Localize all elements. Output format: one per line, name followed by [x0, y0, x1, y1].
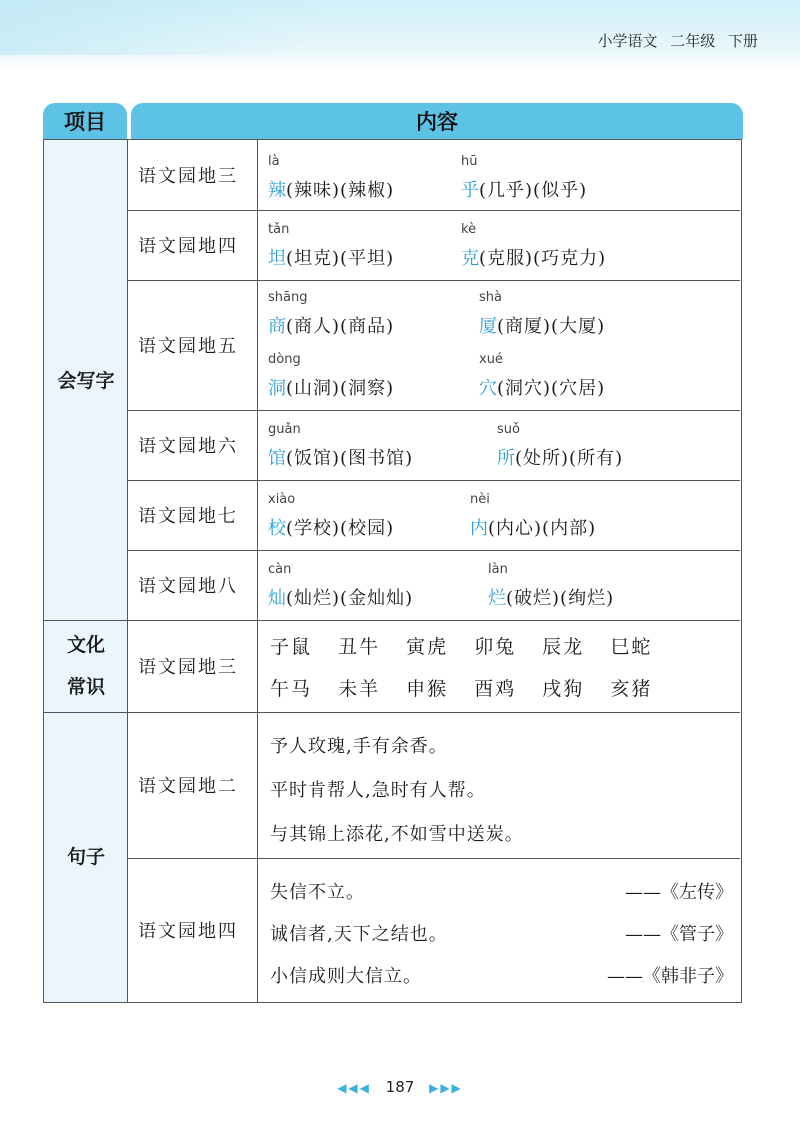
pinyin: shà — [479, 290, 502, 305]
pinyin: shāng — [268, 290, 308, 305]
target-char: 厦 — [479, 316, 497, 337]
unit-cell: 语文园地六 — [128, 410, 258, 480]
zodiac-item: 酉鸡 — [474, 678, 517, 700]
unit-cell: 语文园地七 — [128, 480, 258, 550]
unit-cell: 语文园地四 — [128, 858, 258, 1002]
target-char: 穴 — [479, 378, 497, 399]
pinyin: xué — [479, 352, 503, 367]
char-entry — [268, 492, 395, 540]
sentence-source: ——《左传》 — [625, 882, 733, 903]
example-words: (商人)(商品) — [286, 316, 395, 337]
char-entry — [479, 352, 606, 400]
pinyin: guǎn — [268, 422, 301, 437]
sentence-source: ——《管子》 — [625, 924, 733, 945]
char-entry — [268, 422, 414, 470]
row-divider — [128, 550, 740, 551]
unit-cell: 语文园地二 — [128, 712, 258, 858]
sentence-line: 予人玫瑰,手有余香。 — [270, 736, 448, 757]
pinyin: làn — [488, 562, 508, 577]
target-char: 灿 — [268, 588, 286, 609]
char-entry — [461, 222, 607, 270]
unit-cell: 语文园地五 — [128, 280, 258, 410]
pinyin: suǒ — [497, 422, 520, 437]
pinyin: kè — [461, 222, 477, 237]
category-label-sentences: 句子 — [66, 846, 105, 868]
section-divider — [44, 620, 740, 621]
sentence-line: 失信不立。 — [270, 882, 365, 903]
target-char: 内 — [470, 518, 488, 539]
char-entry — [470, 492, 597, 540]
unit-cell: 语文园地八 — [128, 550, 258, 620]
target-char: 商 — [268, 316, 286, 337]
example-words: (灿烂)(金灿灿) — [286, 588, 414, 609]
zodiac-item: 巳蛇 — [610, 636, 653, 658]
example-words: (学校)(校园) — [286, 518, 395, 539]
zodiac-item: 寅虎 — [406, 636, 449, 658]
example-words: (几乎)(似乎) — [479, 180, 588, 201]
row-divider — [128, 280, 740, 281]
row-divider — [128, 480, 740, 481]
pinyin: là — [268, 154, 280, 169]
category-label-culture-1: 文化 — [66, 634, 105, 656]
category-label-culture-2: 常识 — [66, 676, 105, 698]
example-words: (克服)(巧克力) — [479, 248, 607, 269]
target-char: 校 — [268, 518, 286, 539]
category-label-writing: 会写字 — [57, 370, 115, 392]
pinyin: nèi — [470, 492, 490, 507]
target-char: 坦 — [268, 248, 286, 269]
sentence-line: 平时肯帮人,急时有人帮。 — [270, 780, 486, 801]
content-table — [43, 139, 742, 1003]
row-divider — [128, 858, 740, 859]
target-char: 克 — [461, 248, 479, 269]
zodiac-item: 丑牛 — [338, 636, 381, 658]
sentence-line: 小信成则大信立。 — [270, 966, 422, 987]
target-char: 烂 — [488, 588, 506, 609]
row-divider — [128, 210, 740, 211]
unit-cell: 语文园地四 — [128, 210, 258, 280]
char-entry — [488, 562, 615, 610]
example-words: (商厦)(大厦) — [497, 316, 606, 337]
target-char: 所 — [497, 448, 515, 469]
sentence-line: 诚信者,天下之结也。 — [270, 924, 448, 945]
target-char: 洞 — [268, 378, 286, 399]
page-number: 187 — [385, 1078, 415, 1096]
header-content-tab: 内容 — [131, 103, 743, 139]
example-words: (坦克)(平坦) — [286, 248, 395, 269]
zodiac-item: 辰龙 — [542, 636, 585, 658]
sentence-line: 与其锦上添花,不如雪中送炭。 — [270, 824, 524, 845]
char-entry — [268, 290, 395, 338]
example-words: (洞穴)(穴居) — [497, 378, 606, 399]
char-entry — [479, 290, 606, 338]
example-words: (山洞)(洞察) — [286, 378, 395, 399]
example-words: (处所)(所有) — [515, 448, 624, 469]
page-footer — [0, 1078, 800, 1096]
example-words: (内心)(内部) — [488, 518, 597, 539]
next-arrows-icon: ▶▶▶ — [429, 1081, 463, 1095]
zodiac-item: 未羊 — [338, 678, 381, 700]
section-divider — [44, 712, 740, 713]
unit-cell: 语文园地三 — [128, 140, 258, 210]
zodiac-item: 卯兔 — [474, 636, 517, 658]
target-char: 乎 — [461, 180, 479, 201]
target-char: 馆 — [268, 448, 286, 469]
row-divider — [128, 410, 740, 411]
char-entry — [497, 422, 624, 470]
zodiac-item: 申猴 — [406, 678, 449, 700]
book-title: 小学语文 二年级 下册 — [597, 32, 758, 50]
prev-arrows-icon: ◀◀◀ — [337, 1081, 371, 1095]
example-words: (辣味)(辣椒) — [286, 180, 395, 201]
zodiac-row-1 — [270, 632, 652, 659]
example-words: (饭馆)(图书馆) — [286, 448, 414, 469]
char-entry — [268, 562, 414, 610]
char-entry — [268, 352, 395, 400]
char-entry — [268, 222, 395, 270]
sentence-source: ——《韩非子》 — [607, 966, 733, 987]
zodiac-item: 戌狗 — [542, 678, 585, 700]
char-entry — [268, 154, 395, 202]
unit-cell: 语文园地三 — [128, 620, 258, 712]
pinyin: càn — [268, 562, 292, 577]
example-words: (破烂)(绚烂) — [506, 588, 615, 609]
pinyin: hū — [461, 154, 478, 169]
zodiac-row-2 — [270, 674, 652, 701]
zodiac-item: 午马 — [270, 678, 313, 700]
char-entry — [461, 154, 588, 202]
pinyin: dòng — [268, 352, 301, 367]
pinyin: xiào — [268, 492, 296, 507]
pinyin: tǎn — [268, 222, 290, 237]
header-item-tab: 项目 — [43, 103, 127, 139]
zodiac-item: 亥猪 — [610, 678, 653, 700]
zodiac-item: 子鼠 — [270, 636, 313, 658]
target-char: 辣 — [268, 180, 286, 201]
